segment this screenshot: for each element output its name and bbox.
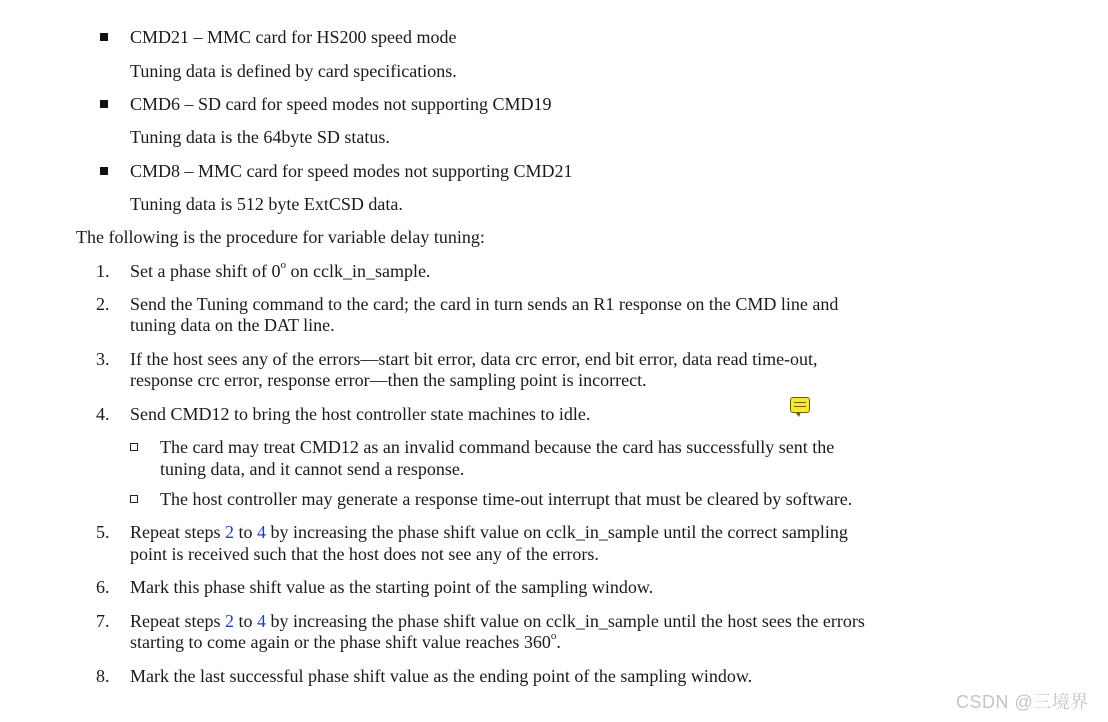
subitem-2-text: The host controller may generate a response time-out interrupt that must be cleared by software.	[160, 489, 853, 509]
step-5-line-1: Repeat steps 2 to 4 by increasing the phase shift value on cclk_in_sample until the correct sampling	[130, 522, 848, 542]
bullet-cmd21-title: CMD21 – MMC card for HS200 speed mode	[130, 27, 457, 47]
csdn-watermark: CSDN @三境界	[956, 692, 1089, 712]
bullet-cmd6-title: CMD6 – SD card for speed modes not supporting CMD19	[130, 94, 552, 114]
step-number: 6.	[96, 577, 110, 597]
step-link[interactable]: 4	[257, 611, 266, 631]
step-7-line-1: Repeat steps 2 to 4 by increasing the phase shift value on cclk_in_sample until the host sees the errors	[130, 611, 865, 631]
sub-bullet-marker	[130, 443, 138, 451]
step-link[interactable]: 2	[224, 611, 234, 631]
step-8-text: Mark the last successful phase shift value as the ending point of the sampling window.	[130, 666, 753, 686]
bullet-cmd6-detail: Tuning data is the 64byte SD status.	[130, 127, 390, 147]
step-number: 8.	[96, 666, 110, 686]
step-2-line-1: Send the Tuning command to the card; the card in turn sends an R1 response on the CMD line and	[130, 294, 839, 314]
step-7-line-2: starting to come again or the phase shift value reaches 360$^o$.	[130, 630, 561, 652]
bullet-cmd8-detail: Tuning data is 512 byte ExtCSD data.	[130, 194, 403, 214]
comment-annotation-icon[interactable]	[790, 397, 810, 413]
step-number: 7.	[96, 611, 110, 631]
bullet-cmd8-title: CMD8 – MMC card for speed modes not supporting CMD21	[130, 161, 573, 181]
step-link[interactable]: 2	[224, 522, 234, 542]
step-number: 1.	[96, 261, 110, 281]
step-2-line-2: tuning data on the DAT line.	[130, 315, 335, 335]
step-5-line-2: point is received such that the host does not see any of the errors.	[130, 544, 599, 564]
step-1-text: Set a phase shift of 0$^o$ on cclk_in_sample.	[130, 259, 431, 281]
subitem-1-line-1: The card may treat CMD12 as an invalid command because the card has successfully sent the	[160, 437, 835, 457]
step-3-line-1: If the host sees any of the errors—start bit error, data crc error, end bit error, data read time-out,	[130, 349, 818, 369]
bullet-cmd21-detail: Tuning data is defined by card specifications.	[130, 61, 457, 81]
step-link[interactable]: 4	[257, 522, 266, 542]
subitem-1-line-2: tuning data, and it cannot send a response.	[160, 459, 465, 479]
bullet-marker	[100, 100, 108, 108]
step-6-text: Mark this phase shift value as the starting point of the sampling window.	[130, 577, 654, 597]
step-3-line-2: response crc error, response error—then the sampling point is incorrect.	[130, 370, 647, 390]
bullet-marker	[100, 33, 108, 41]
bullet-marker	[100, 167, 108, 175]
step-number: 2.	[96, 294, 110, 314]
step-number: 4.	[96, 404, 110, 424]
sub-bullet-marker	[130, 495, 138, 503]
step-number: 3.	[96, 349, 110, 369]
step-4-text: Send CMD12 to bring the host controller state machines to idle.	[130, 404, 591, 424]
procedure-intro: The following is the procedure for variable delay tuning:	[76, 227, 485, 247]
step-number: 5.	[96, 522, 110, 542]
